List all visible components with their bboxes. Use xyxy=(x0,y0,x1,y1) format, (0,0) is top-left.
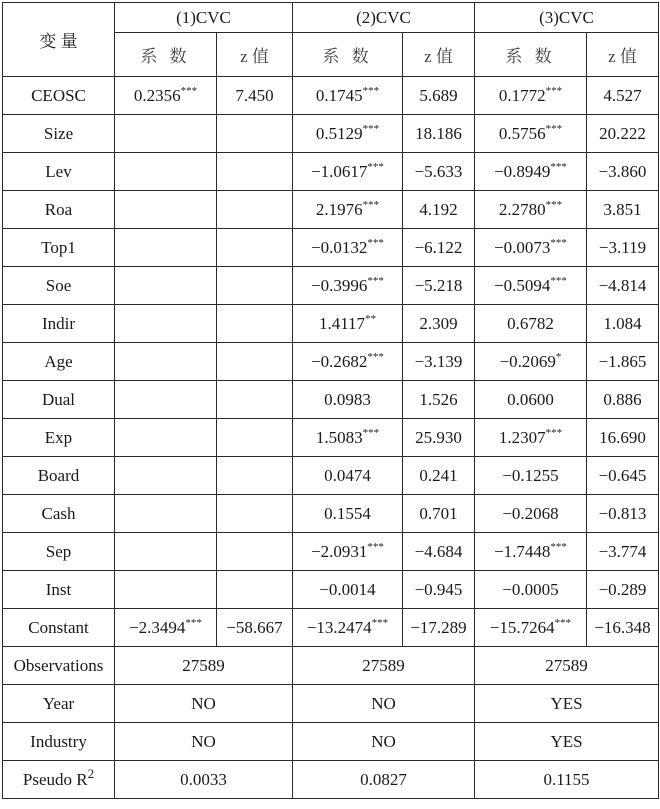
z-header-1: z 值 xyxy=(217,33,293,77)
coefficient-cell xyxy=(115,77,217,115)
z-value-cell xyxy=(403,229,475,267)
cell-value: 2.1976 xyxy=(315,199,363,219)
variable-name: Lev xyxy=(3,153,115,191)
significance-stars: *** xyxy=(550,540,567,553)
coefficient-cell xyxy=(115,305,217,343)
cell-value: 0.1554 xyxy=(324,503,371,523)
z-value-cell xyxy=(587,115,659,153)
cell-value: 1.2307 xyxy=(498,427,546,447)
variable-name: Sep xyxy=(3,533,115,571)
cell-value: 1.084 xyxy=(603,313,642,333)
coef-header-1: 系 数 xyxy=(115,33,217,77)
z-value-cell xyxy=(403,495,475,533)
cell-value: 1.5083 xyxy=(315,427,363,447)
table-row xyxy=(3,419,659,457)
cell-value: −0.3996 xyxy=(311,275,368,295)
cell-value: 1.4117 xyxy=(318,313,366,333)
z-value-cell xyxy=(587,77,659,115)
cell-value: −0.0132 xyxy=(311,237,368,257)
significance-stars: *** xyxy=(371,616,389,629)
cell-value: −1.0617 xyxy=(311,161,368,181)
variable-name: Indir xyxy=(3,305,115,343)
cell-value: 1.526 xyxy=(419,389,458,409)
z-value-cell xyxy=(587,229,659,267)
z-value-cell xyxy=(403,153,475,191)
coefficient-cell xyxy=(115,571,217,609)
z-value-cell xyxy=(217,267,293,305)
z-value-cell xyxy=(217,229,293,267)
z-value-cell xyxy=(403,191,475,229)
variable-name: Cash xyxy=(3,495,115,533)
cell-value: −0.0073 xyxy=(494,237,551,257)
table-row xyxy=(3,77,659,115)
cell-value: 0.0474 xyxy=(324,465,371,485)
cell-value: 5.689 xyxy=(419,85,458,105)
cell-value: −16.348 xyxy=(594,617,651,637)
coefficient-cell xyxy=(475,609,587,647)
coefficient-cell xyxy=(475,305,587,343)
z-value-cell xyxy=(217,609,293,647)
coefficient-cell xyxy=(115,609,217,647)
z-value-cell xyxy=(217,343,293,381)
significance-stars: *** xyxy=(362,84,380,97)
cell-value: 16.690 xyxy=(599,427,646,447)
cell-value: −0.2682 xyxy=(311,351,368,371)
coefficient-cell xyxy=(115,191,217,229)
table-row xyxy=(3,305,659,343)
coefficient-cell xyxy=(475,419,587,457)
table-row xyxy=(3,267,659,305)
z-value-cell xyxy=(403,267,475,305)
z-value-cell xyxy=(403,457,475,495)
cell-value: 4.192 xyxy=(419,199,458,219)
footer-value: 0.0033 xyxy=(115,761,293,799)
cell-value: −4.684 xyxy=(414,541,463,561)
cell-value: 0.886 xyxy=(603,389,642,409)
table-row xyxy=(3,381,659,419)
table-row xyxy=(3,571,659,609)
cell-value: 0.2356 xyxy=(133,85,181,105)
z-value-cell xyxy=(217,419,293,457)
significance-stars: *** xyxy=(554,616,572,629)
cell-value: 0.5756 xyxy=(498,123,546,143)
cell-value: −4.814 xyxy=(598,275,647,295)
z-value-cell xyxy=(403,419,475,457)
cell-value: −0.2069 xyxy=(499,351,556,371)
coefficient-cell xyxy=(475,77,587,115)
table-body xyxy=(3,77,659,647)
significance-stars: *** xyxy=(362,122,380,135)
model-header-3: (3)CVC xyxy=(475,3,659,33)
significance-stars: *** xyxy=(367,540,384,553)
coefficient-cell xyxy=(475,153,587,191)
z-value-cell xyxy=(587,457,659,495)
significance-stars: * xyxy=(555,350,562,363)
cell-value: −0.2068 xyxy=(502,503,559,523)
coefficient-cell xyxy=(293,229,403,267)
coefficient-cell xyxy=(115,381,217,419)
variable-header: 变 量 xyxy=(3,3,115,77)
model-header-2: (2)CVC xyxy=(293,3,475,33)
table-row xyxy=(3,495,659,533)
z-value-cell xyxy=(587,305,659,343)
cell-value: 0.6782 xyxy=(507,313,554,333)
footer-value: YES xyxy=(475,685,659,723)
coefficient-cell xyxy=(293,191,403,229)
table-row xyxy=(3,153,659,191)
cell-value: −13.2474 xyxy=(306,617,372,637)
z-value-cell xyxy=(587,343,659,381)
cell-value: −0.645 xyxy=(598,465,647,485)
cell-value: −1.7448 xyxy=(494,541,551,561)
variable-name: Constant xyxy=(3,609,115,647)
significance-stars: *** xyxy=(180,84,198,97)
coefficient-cell xyxy=(475,381,587,419)
coefficient-cell xyxy=(293,381,403,419)
table-row xyxy=(3,191,659,229)
footer-value: NO xyxy=(115,685,293,723)
cell-value: −1.865 xyxy=(598,351,647,371)
significance-stars: *** xyxy=(545,122,563,135)
significance-stars: *** xyxy=(545,426,563,439)
variable-name: Exp xyxy=(3,419,115,457)
z-value-cell xyxy=(587,267,659,305)
z-value-cell xyxy=(587,533,659,571)
cell-value: 0.1772 xyxy=(498,85,546,105)
footer-value: 0.0827 xyxy=(293,761,475,799)
z-value-cell xyxy=(217,191,293,229)
cell-value: −0.0014 xyxy=(319,579,376,599)
variable-name: Size xyxy=(3,115,115,153)
footer-label-text: Observations xyxy=(13,655,104,675)
table-row xyxy=(3,115,659,153)
footer-row xyxy=(3,685,659,723)
cell-value: 3.851 xyxy=(603,199,642,219)
significance-stars: *** xyxy=(362,198,380,211)
significance-stars: *** xyxy=(367,236,384,249)
footer-label xyxy=(3,647,115,685)
table-row xyxy=(3,229,659,267)
footer-label xyxy=(3,723,115,761)
footer-value: YES xyxy=(475,723,659,761)
table-row xyxy=(3,609,659,647)
cell-value: 0.0983 xyxy=(324,389,371,409)
footer-value: NO xyxy=(293,723,475,761)
coefficient-cell xyxy=(293,609,403,647)
z-value-cell xyxy=(587,381,659,419)
z-value-cell xyxy=(403,533,475,571)
cell-value: −15.7264 xyxy=(489,617,555,637)
variable-name: Inst xyxy=(3,571,115,609)
cell-value: 2.2780 xyxy=(498,199,546,219)
cell-value: 0.701 xyxy=(419,503,458,523)
footer-value: NO xyxy=(115,723,293,761)
coefficient-cell xyxy=(475,115,587,153)
z-value-cell xyxy=(587,609,659,647)
footer-label-text: Pseudo R xyxy=(22,769,88,789)
z-value-cell xyxy=(403,77,475,115)
footer-value: 27589 xyxy=(293,647,475,685)
coefficient-cell xyxy=(115,495,217,533)
cell-value: 0.1745 xyxy=(315,85,363,105)
variable-name: Board xyxy=(3,457,115,495)
footer-row xyxy=(3,761,659,799)
significance-stars: *** xyxy=(362,426,380,439)
footer-label-text: Year xyxy=(42,693,75,713)
z-value-cell xyxy=(217,115,293,153)
coefficient-cell xyxy=(293,419,403,457)
cell-value: −0.8949 xyxy=(494,161,551,181)
footer-row xyxy=(3,723,659,761)
significance-stars: *** xyxy=(550,160,567,173)
coefficient-cell xyxy=(115,533,217,571)
coef-header-3: 系 数 xyxy=(475,33,587,77)
footer-label xyxy=(3,685,115,723)
coefficient-cell xyxy=(115,343,217,381)
coefficient-cell xyxy=(293,267,403,305)
coef-header-2: 系 数 xyxy=(293,33,403,77)
table-footer xyxy=(3,647,659,799)
cell-value: −5.633 xyxy=(414,161,463,181)
coefficient-cell xyxy=(293,571,403,609)
significance-stars: *** xyxy=(367,274,384,287)
variable-name: Roa xyxy=(3,191,115,229)
footer-label-superscript: 2 xyxy=(87,765,95,781)
cell-value: −0.289 xyxy=(598,579,647,599)
footer-value: NO xyxy=(293,685,475,723)
footer-label xyxy=(3,761,115,799)
cell-value: −6.122 xyxy=(414,237,463,257)
z-value-cell xyxy=(217,305,293,343)
z-value-cell xyxy=(587,153,659,191)
footer-label-text: Industry xyxy=(30,731,87,751)
coefficient-cell xyxy=(293,153,403,191)
cell-value: 25.930 xyxy=(415,427,462,447)
significance-stars: *** xyxy=(367,160,384,173)
coefficient-cell xyxy=(475,343,587,381)
variable-name: CEOSC xyxy=(3,77,115,115)
z-value-cell xyxy=(587,419,659,457)
coefficient-cell xyxy=(293,115,403,153)
header-row-models xyxy=(3,3,659,33)
significance-stars: *** xyxy=(550,274,567,287)
coefficient-cell xyxy=(293,343,403,381)
cell-value: −58.667 xyxy=(226,617,283,637)
cell-value: 0.241 xyxy=(419,465,458,485)
cell-value: −0.1255 xyxy=(502,465,559,485)
table-row xyxy=(3,533,659,571)
z-value-cell xyxy=(403,381,475,419)
cell-value: −3.139 xyxy=(414,351,463,371)
cell-value: −0.0005 xyxy=(502,579,559,599)
cell-value: 18.186 xyxy=(415,123,462,143)
z-value-cell xyxy=(217,571,293,609)
cell-value: −0.813 xyxy=(598,503,647,523)
coefficient-cell xyxy=(293,457,403,495)
cell-value: −2.0931 xyxy=(311,541,368,561)
coefficient-cell xyxy=(293,533,403,571)
cell-value: −5.218 xyxy=(414,275,463,295)
cell-value: 0.0600 xyxy=(507,389,554,409)
table-row xyxy=(3,457,659,495)
variable-name: Soe xyxy=(3,267,115,305)
variable-name: Top1 xyxy=(3,229,115,267)
coefficient-cell xyxy=(475,533,587,571)
coefficient-cell xyxy=(475,571,587,609)
footer-value: 27589 xyxy=(115,647,293,685)
coefficient-cell xyxy=(475,457,587,495)
z-value-cell xyxy=(217,495,293,533)
z-value-cell xyxy=(587,571,659,609)
cell-value: 0.5129 xyxy=(315,123,363,143)
z-value-cell xyxy=(217,457,293,495)
cell-value: −3.860 xyxy=(598,161,647,181)
cell-value: 7.450 xyxy=(235,85,274,105)
z-value-cell xyxy=(587,191,659,229)
coefficient-cell xyxy=(475,267,587,305)
z-value-cell xyxy=(217,77,293,115)
z-value-cell xyxy=(403,343,475,381)
coefficient-cell xyxy=(475,495,587,533)
cell-value: 20.222 xyxy=(599,123,646,143)
significance-stars: *** xyxy=(545,198,563,211)
z-value-cell xyxy=(217,533,293,571)
coefficient-cell xyxy=(115,229,217,267)
significance-stars: *** xyxy=(550,236,567,249)
z-header-2: z 值 xyxy=(403,33,475,77)
coefficient-cell xyxy=(475,191,587,229)
significance-stars: *** xyxy=(185,616,202,629)
coefficient-cell xyxy=(115,115,217,153)
variable-name: Dual xyxy=(3,381,115,419)
variable-name: Age xyxy=(3,343,115,381)
coefficient-cell xyxy=(115,457,217,495)
coefficient-cell xyxy=(293,495,403,533)
cell-value: −2.3494 xyxy=(129,617,186,637)
z-value-cell xyxy=(403,571,475,609)
z-value-cell xyxy=(403,609,475,647)
significance-stars: ** xyxy=(365,312,377,325)
z-value-cell xyxy=(217,153,293,191)
table-row xyxy=(3,343,659,381)
z-value-cell xyxy=(403,305,475,343)
coefficient-cell xyxy=(475,229,587,267)
footer-value: 0.1155 xyxy=(475,761,659,799)
cell-value: 2.309 xyxy=(419,313,458,333)
coefficient-cell xyxy=(115,153,217,191)
cell-value: −17.289 xyxy=(410,617,467,637)
significance-stars: *** xyxy=(367,350,384,363)
coefficient-cell xyxy=(115,419,217,457)
z-header-3: z 值 xyxy=(587,33,659,77)
coefficient-cell xyxy=(293,77,403,115)
cell-value: −3.119 xyxy=(598,237,647,257)
footer-value: 27589 xyxy=(475,647,659,685)
z-value-cell xyxy=(403,115,475,153)
coefficient-cell xyxy=(293,305,403,343)
cell-value: 4.527 xyxy=(603,85,642,105)
z-value-cell xyxy=(587,495,659,533)
cell-value: −0.5094 xyxy=(494,275,551,295)
footer-row xyxy=(3,647,659,685)
model-header-1: (1)CVC xyxy=(115,3,293,33)
cell-value: −3.774 xyxy=(598,541,647,561)
significance-stars: *** xyxy=(545,84,563,97)
regression-table xyxy=(2,2,659,799)
cell-value: −0.945 xyxy=(414,579,463,599)
z-value-cell xyxy=(217,381,293,419)
coefficient-cell xyxy=(115,267,217,305)
